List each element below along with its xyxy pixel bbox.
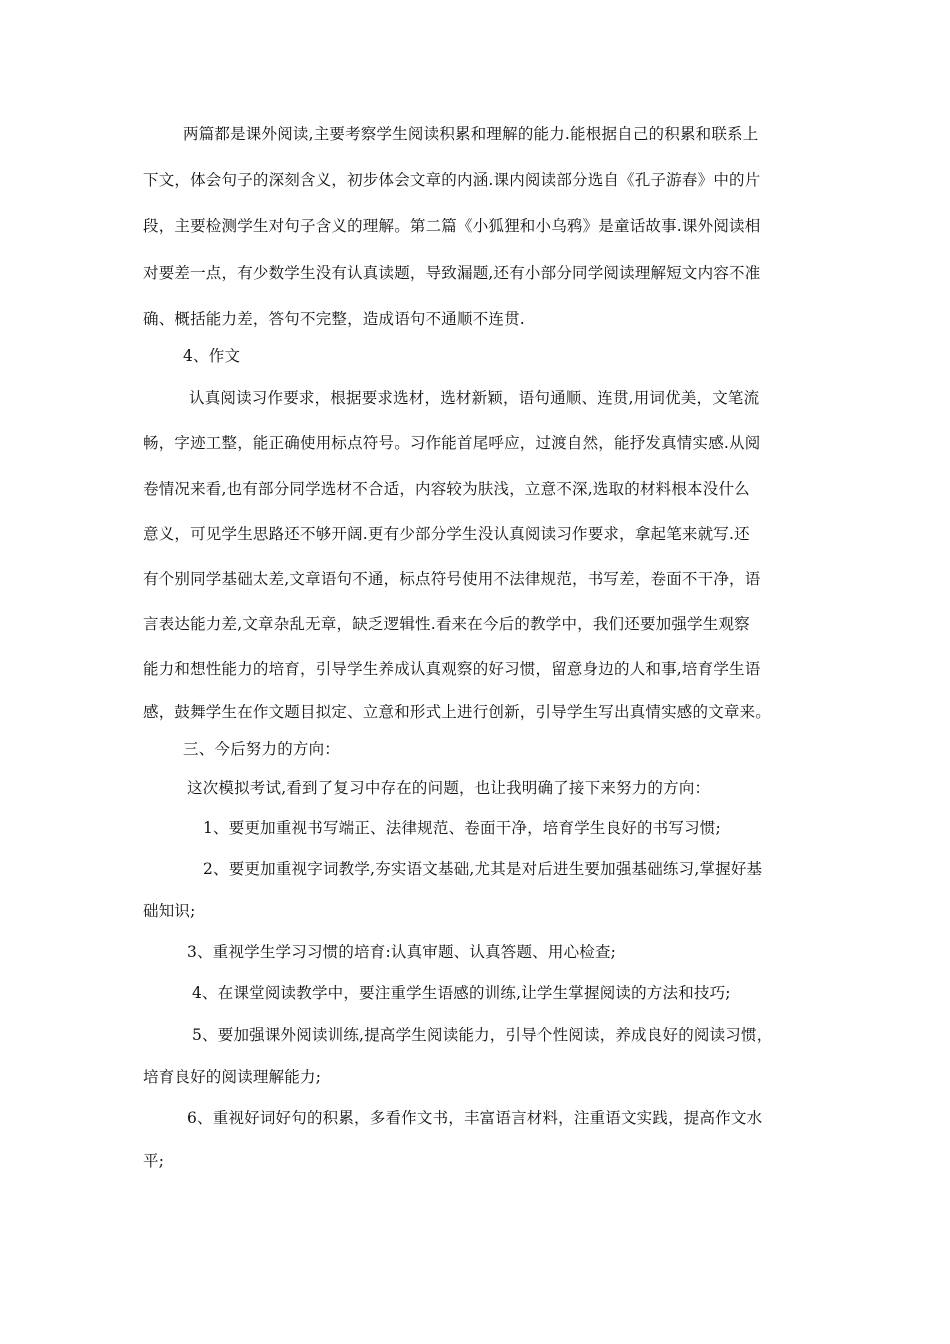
direction-item-6: 6、重视好词好句的积累，多看作文书，丰富语言材料，注重语文实践，提高作文水: [187, 1109, 763, 1127]
direction-item-5-cont: 培育良好的阅读理解能力;: [143, 1068, 322, 1086]
direction-intro: 这次模拟考试,看到了复习中存在的问题，也让我明确了接下来努力的方向：: [187, 779, 711, 797]
composition-analysis-line-8: 感，鼓舞学生在作文题目拟定、立意和形式上进行创新，引导学生写出真情实感的文章来。: [143, 703, 772, 721]
composition-analysis-line-5: 有个别同学基础太差,文章语句不通，标点符号使用不法律规范，书写差，卷面不干净，语: [143, 570, 761, 588]
composition-analysis-line-3: 卷情况来看,也有部分同学选材不合适，内容较为肤浅，立意不深,选取的材料根本没什么: [143, 480, 750, 498]
direction-item-6-cont: 平;: [143, 1152, 165, 1170]
composition-analysis-line-2: 畅，字迹工整，能正确使用标点符号。习作能首尾呼应，过渡自然，能抒发真情实感.从阅: [143, 434, 761, 452]
composition-analysis-line-1: 认真阅读习作要求，根据要求选材，选材新颖，语句通顺、连贯,用词优美，文笔流: [189, 389, 760, 407]
reading-analysis-line-4: 对要差一点，有少数学生没有认真读题，导致漏题,还有小部分同学阅读理解短文内容不准: [143, 264, 761, 282]
reading-analysis-line-5: 确、概括能力差，答句不完整，造成语句不通顺不连贯.: [143, 310, 525, 328]
reading-analysis-line-1: 两篇都是课外阅读,主要考察学生阅读积累和理解的能力.能根据自己的积累和联系上: [183, 125, 759, 143]
reading-analysis-line-3: 段，主要检测学生对句子含义的理解。第二篇《小狐狸和小乌鸦》是童话故事.课外阅读相: [143, 217, 761, 235]
composition-analysis-line-7: 能力和想性能力的培育，引导学生养成认真观察的好习惯，留意身边的人和事,培育学生语: [143, 660, 761, 678]
direction-heading: 三、今后努力的方向：: [183, 740, 341, 758]
reading-analysis-line-2: 下文，体会句子的深刻含义，初步体会文章的内涵.课内阅读部分选自《孔子游春》中的片: [143, 171, 761, 189]
direction-item-2-cont: 础知识;: [143, 902, 196, 920]
composition-analysis-line-6: 言表达能力差,文章杂乱无章，缺乏逻辑性.看来在今后的教学中，我们还要加强学生观察: [143, 615, 750, 633]
direction-item-2: 2、要更加重视字词教学,夯实语文基础,尤其是对后进生要加强基础练习,掌握好基: [203, 860, 763, 878]
composition-heading: 4、作文: [183, 347, 241, 365]
direction-item-5: 5、要加强课外阅读训练,提高学生阅读能力，引导个性阅读，养成良好的阅读习惯，: [192, 1026, 773, 1044]
direction-item-1: 1、要更加重视书写端正、法律规范、卷面干净，培育学生良好的书写习惯;: [203, 819, 721, 837]
composition-analysis-line-4: 意义，可见学生思路还不够开阔.更有少部分学生没认真阅读习作要求，拿起笔来就写.还: [143, 525, 750, 543]
direction-item-4: 4、在课堂阅读教学中，要注重学生语感的训练,让学生掌握阅读的方法和技巧;: [192, 984, 731, 1002]
direction-item-3: 3、重视学生学习习惯的培育:认真审题、认真答题、用心检查;: [187, 943, 617, 961]
